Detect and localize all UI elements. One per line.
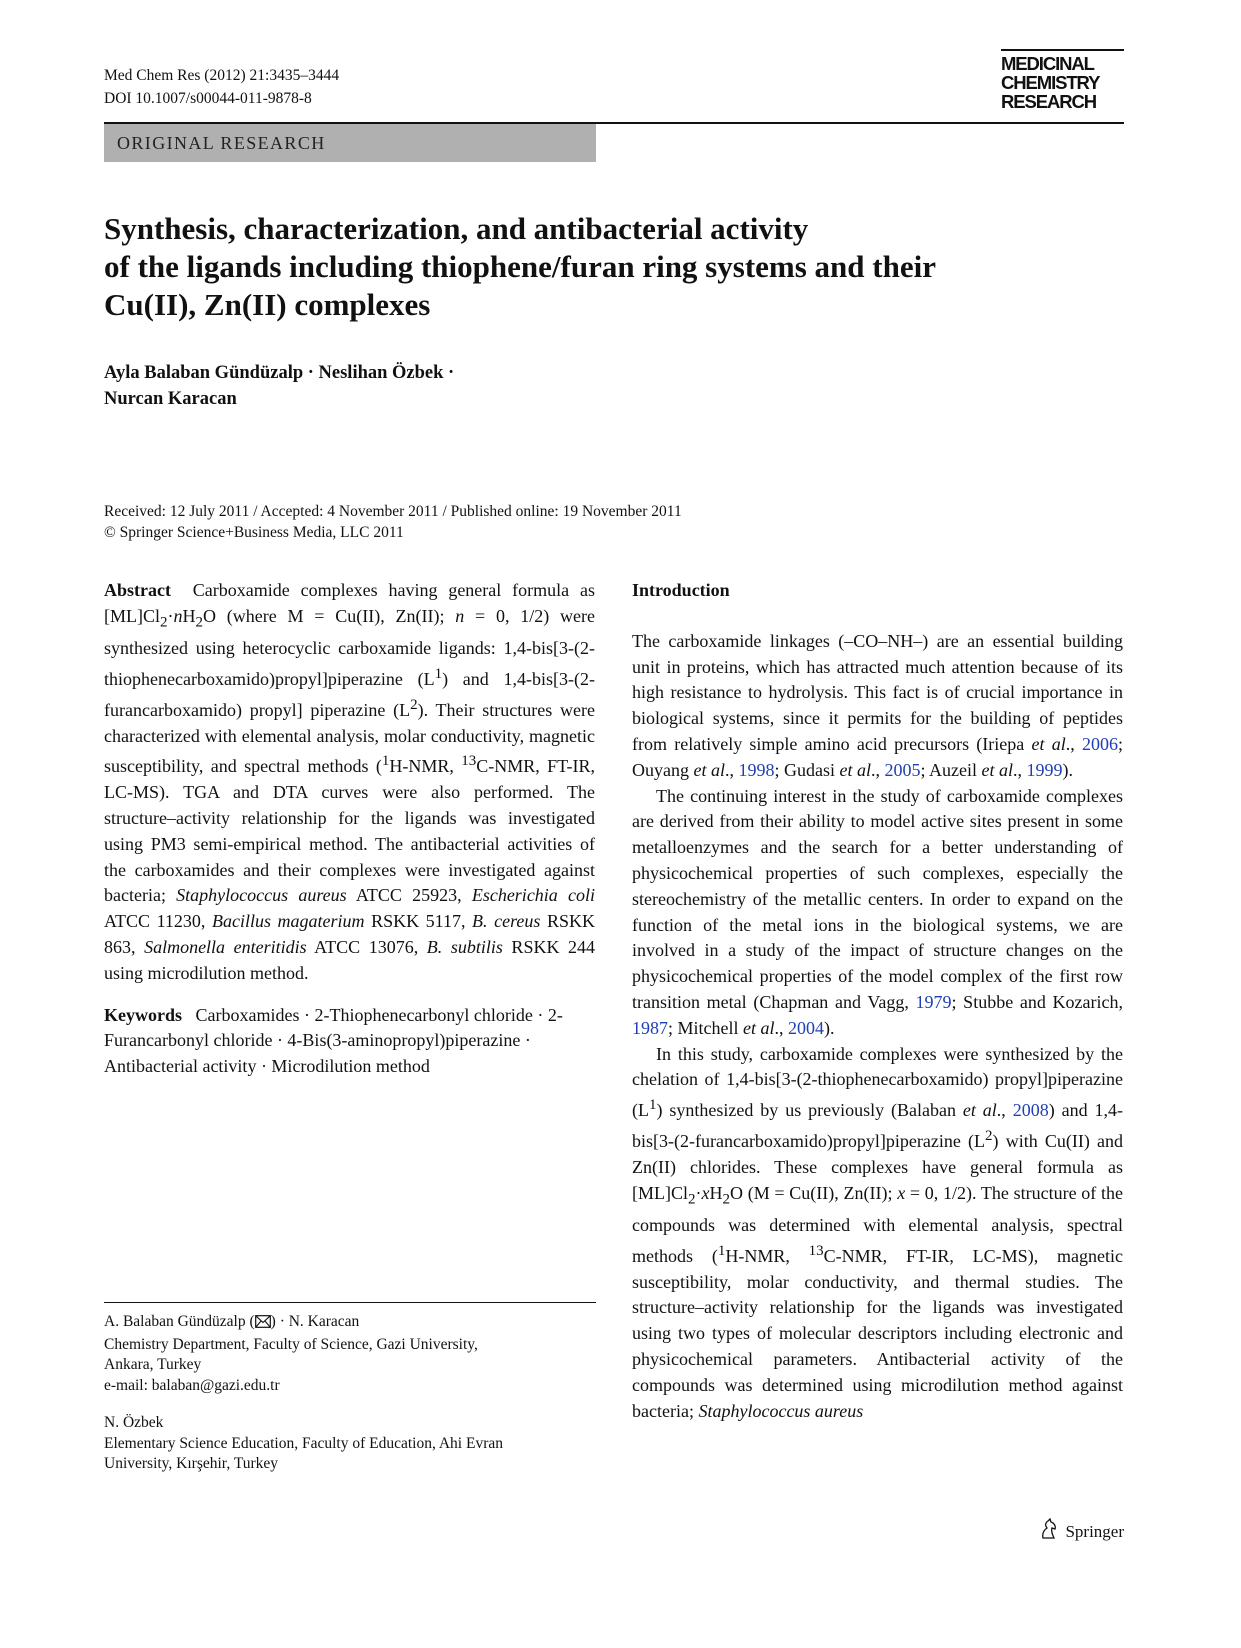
- publisher-mark: [1039, 1518, 1124, 1545]
- received-accepted-published: Received: 12 July 2011 / Accepted: 4 November 2011 / Published online: 19 November 2011: [104, 503, 682, 520]
- citation-link[interactable]: 1998: [738, 759, 775, 780]
- doi[interactable]: DOI 10.1007/s00044-011-9878-8: [104, 90, 312, 107]
- keywords-text: Carboxamides · 2-Thiophenecarbonyl chloride · 2-Furancarbonyl chloride · 4-Bis(3-aminopropyl)piperazine · Antibacterial activity · Microdilution method: [104, 1004, 563, 1077]
- introduction-heading: Introduction: [632, 580, 730, 600]
- publication-dates: [104, 501, 682, 543]
- envelope-icon[interactable]: [255, 1314, 271, 1335]
- logo-line-1: MEDICINAL: [1001, 53, 1094, 74]
- springer-horse-icon: [1039, 1518, 1059, 1545]
- intro-paragraph-2: The continuing interest in the study of carboxamide complexes are derived from their ability to model active sites present in some metalloenzymes and the search for a better understanding of physicochemical properties of such complexes, especially the stereochemistry of the metallic centers. In order to expand on the function of the metal ions in the biological systems, we are involved in a study of the impact of structure changes on the physicochemical properties of the model complex of the first row transition metal (Chapman and Vagg, 1979; Stubbe and Kozarich, 1987; Mitchell et al., 2004).: [632, 785, 1123, 1038]
- abstract-heading: Abstract: [104, 580, 171, 600]
- journal-citation: Med Chem Res (2012) 21:3435–3444: [104, 67, 340, 84]
- footnote-rule: [104, 1302, 596, 1303]
- left-column: [104, 578, 595, 1080]
- citation-link[interactable]: 1979: [915, 991, 952, 1012]
- keywords-paragraph: [104, 1003, 595, 1080]
- authors-line-1[interactable]: Ayla Balaban Gündüzalp · Neslihan Özbek ·: [104, 363, 455, 383]
- journal-logo: [1001, 49, 1124, 111]
- title-line-2: of the ligands including thiophene/furan ring systems and their: [104, 249, 936, 284]
- keywords-heading: Keywords: [104, 1004, 182, 1025]
- citation-link[interactable]: 1987: [632, 1017, 668, 1038]
- title-line-1: Synthesis, characterization, and antibacterial activity: [104, 211, 809, 246]
- author-list: [104, 360, 454, 412]
- right-column: [632, 578, 1123, 1424]
- journal-meta: [104, 64, 339, 110]
- citation-link[interactable]: 2005: [884, 759, 921, 780]
- intro-paragraph-3: In this study, carboxamide complexes were synthesized by the chelation of 1,4-bis[3-(2-thiophenecarboxamido) propyl]piperazine $(L^1)$ synthesized by us previously (Balaban et al., 2008) and 1,4-bis[3-(2-furancarboxamido)propyl]piperazine $(L^2)$ with Cu(II) and Zn(II) chlorides. These complexes have general formula as $[ML]Cl_2\cdot xH_2O$ (M = Cu(II), Zn(II); x = 0, 1/2). The structure of the compounds was determined with elemental analysis, spectral methods ($^1$H-NMR, $^{13}$C-NMR, FT-IR, LC-MS), magnetic susceptibility, molar conductivity, and thermal studies. The structure–activity relationship for the ligands was investigated using two types of molecular descriptors including electronic and physicochemical parameters. Antibacterial activity of the compounds was determined using microdilution method against bacteria; Staphylococcus aureus: [632, 1043, 1124, 1421]
- title-line-3: Cu(II), Zn(II) complexes: [104, 287, 431, 322]
- section-label: ORIGINAL RESEARCH: [104, 124, 596, 162]
- logo-line-2: CHEMISTRY: [1001, 72, 1100, 93]
- logo-line-3: RESEARCH: [1001, 91, 1097, 112]
- article-title: [104, 210, 1104, 324]
- citation-link[interactable]: 2008: [1012, 1100, 1049, 1121]
- email-link[interactable]: e-mail: balaban@gazi.edu.tr: [104, 1376, 280, 1394]
- affiliation-2: N. Özbek Elementary Science Education, Faculty of Education, Ahi Evran University, Kırşehir, Turkey: [104, 1414, 503, 1472]
- publisher-name: Springer: [1065, 1521, 1124, 1541]
- intro-paragraph-1: The carboxamide linkages (–CO–NH–) are an essential building unit in proteins, which has attracted much attention because of its high resistance to hydrolysis. This fact is of crucial importance in biological systems, since it permits for the building of peptides from relatively simple amino acid precursors (Iriepa et al., 2006; Ouyang et al., 1998; Gudasi et al., 2005; Auzeil et al., 1999).: [632, 630, 1124, 780]
- affiliation-1: A. Balaban Gündüzalp ( ) · N. Karacan Chemistry Department, Faculty of Science, Gazi University, Ankara, Turkey e-mail: balaban@gazi.edu.tr: [104, 1312, 596, 1396]
- citation-link[interactable]: 2006: [1082, 733, 1118, 754]
- citation-link[interactable]: 2004: [788, 1017, 824, 1038]
- copyright-line: © Springer Science+Business Media, LLC 2011: [104, 524, 404, 541]
- citation-link[interactable]: 1999: [1026, 759, 1063, 780]
- authors-line-2[interactable]: Nurcan Karacan: [104, 389, 237, 409]
- abstract-paragraph: Abstract Carboxamide complexes having general formula as $[ML]Cl_2\cdot nH_2O$ (where M = Cu(II), Zn(II); n = 0, 1/2) were synthesized using heterocyclic carboxamide ligands: 1,4-bis[3-(2-thiophenecarboxamido)propyl]piperazine $(L^1)$ and 1,4-bis[3-(2-furancarboxamido) propyl] piperazine $(L^2)$. Their structures were characterized with elemental analysis, molar conductivity, magnetic susceptibility, and spectral methods ($^1$H-NMR, $^{13}$C-NMR, FT-IR, LC-MS). TGA and DTA curves were also performed. The structure–activity relationship for the ligands was investigated using PM3 semi-empirical method. The antibacterial activities of the carboxamides and their complexes were investigated against bacteria; Staphylococcus aureus ATCC 25923, Escherichia coli ATCC 11230, Bacillus magaterium RSKK 5117, B. cereus RSKK 863, Salmonella enteritidis ATCC 13076, B. subtilis RSKK 244 using microdilution method.: [104, 580, 596, 983]
